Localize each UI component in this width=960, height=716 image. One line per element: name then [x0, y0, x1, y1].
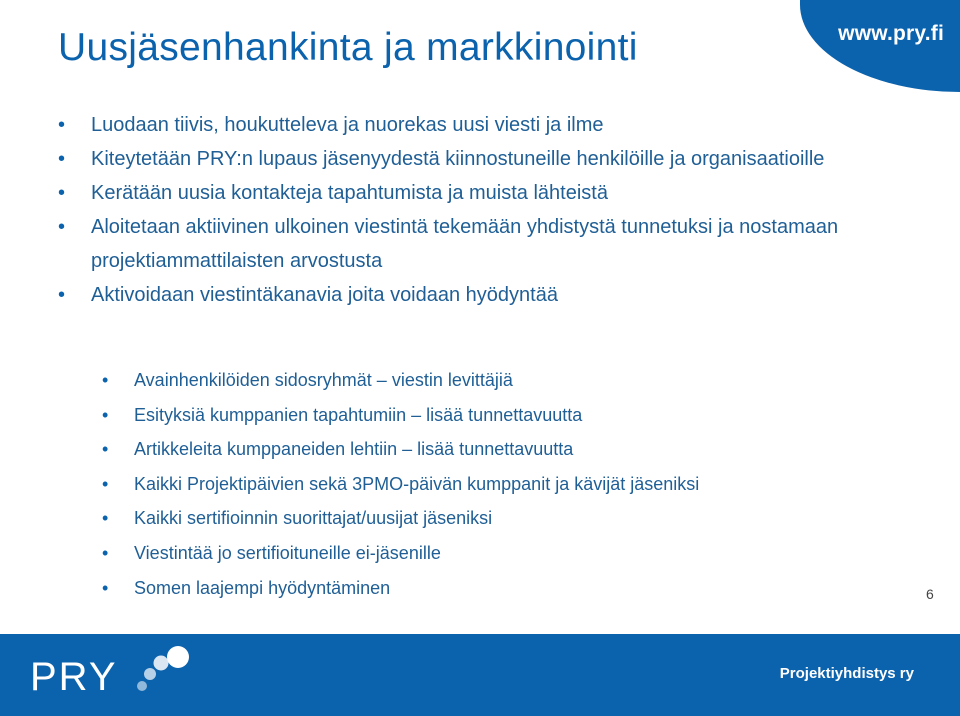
sub-list-item: • Kaikki sertifioinnin suorittajat/uusijat jäseniksi — [102, 501, 882, 536]
page-title: Uusjäsenhankinta ja markkinointi — [58, 26, 638, 69]
sub-list-item: • Viestintää jo sertifioituneille ei-jäsenille — [102, 536, 882, 571]
list-item: • Luodaan tiivis, houkutteleva ja nuorekas uusi viesti ja ilme — [58, 108, 858, 142]
sub-bullet-list — [102, 363, 882, 605]
page-number: 6 — [926, 586, 934, 602]
main-bullet-list — [58, 108, 858, 312]
url-text[interactable]: www.pry.fi — [838, 22, 944, 45]
org-name: Projektiyhdistys ry — [779, 665, 914, 682]
logo-dots-icon — [128, 642, 194, 698]
list-item: • Kiteytetään PRY:n lupaus jäsenyydestä kiinnostuneille henkilöille ja organisaatioille — [58, 142, 858, 176]
sub-list-item: • Kaikki Projektipäivien sekä 3PMO-päivän kumppanit ja kävijät jäseniksi — [102, 467, 882, 502]
url-badge — [800, 0, 960, 92]
sub-list-item: • Somen laajempi hyödyntäminen — [102, 571, 882, 606]
list-item: • Aloitetaan aktiivinen ulkoinen viestintä tekemään yhdistystä tunnetuksi ja nostamaan projektiammattilaisten arvostusta — [58, 210, 858, 278]
sub-list-item: • Avainhenkilöiden sidosryhmät – viestin levittäjiä — [102, 363, 882, 398]
logo-text: PRY — [30, 655, 118, 699]
list-item: • Kerätään uusia kontakteja tapahtumista ja muista lähteistä — [58, 176, 858, 210]
sub-list-item: • Artikkeleita kumppaneiden lehtiin – lisää tunnettavuutta — [102, 432, 882, 467]
sub-list-item: • Esityksiä kumppanien tapahtumiin – lisää tunnettavuutta — [102, 398, 882, 433]
footer-bar — [0, 634, 960, 716]
list-item: • Aktivoidaan viestintäkanavia joita voidaan hyödyntää — [58, 278, 858, 312]
